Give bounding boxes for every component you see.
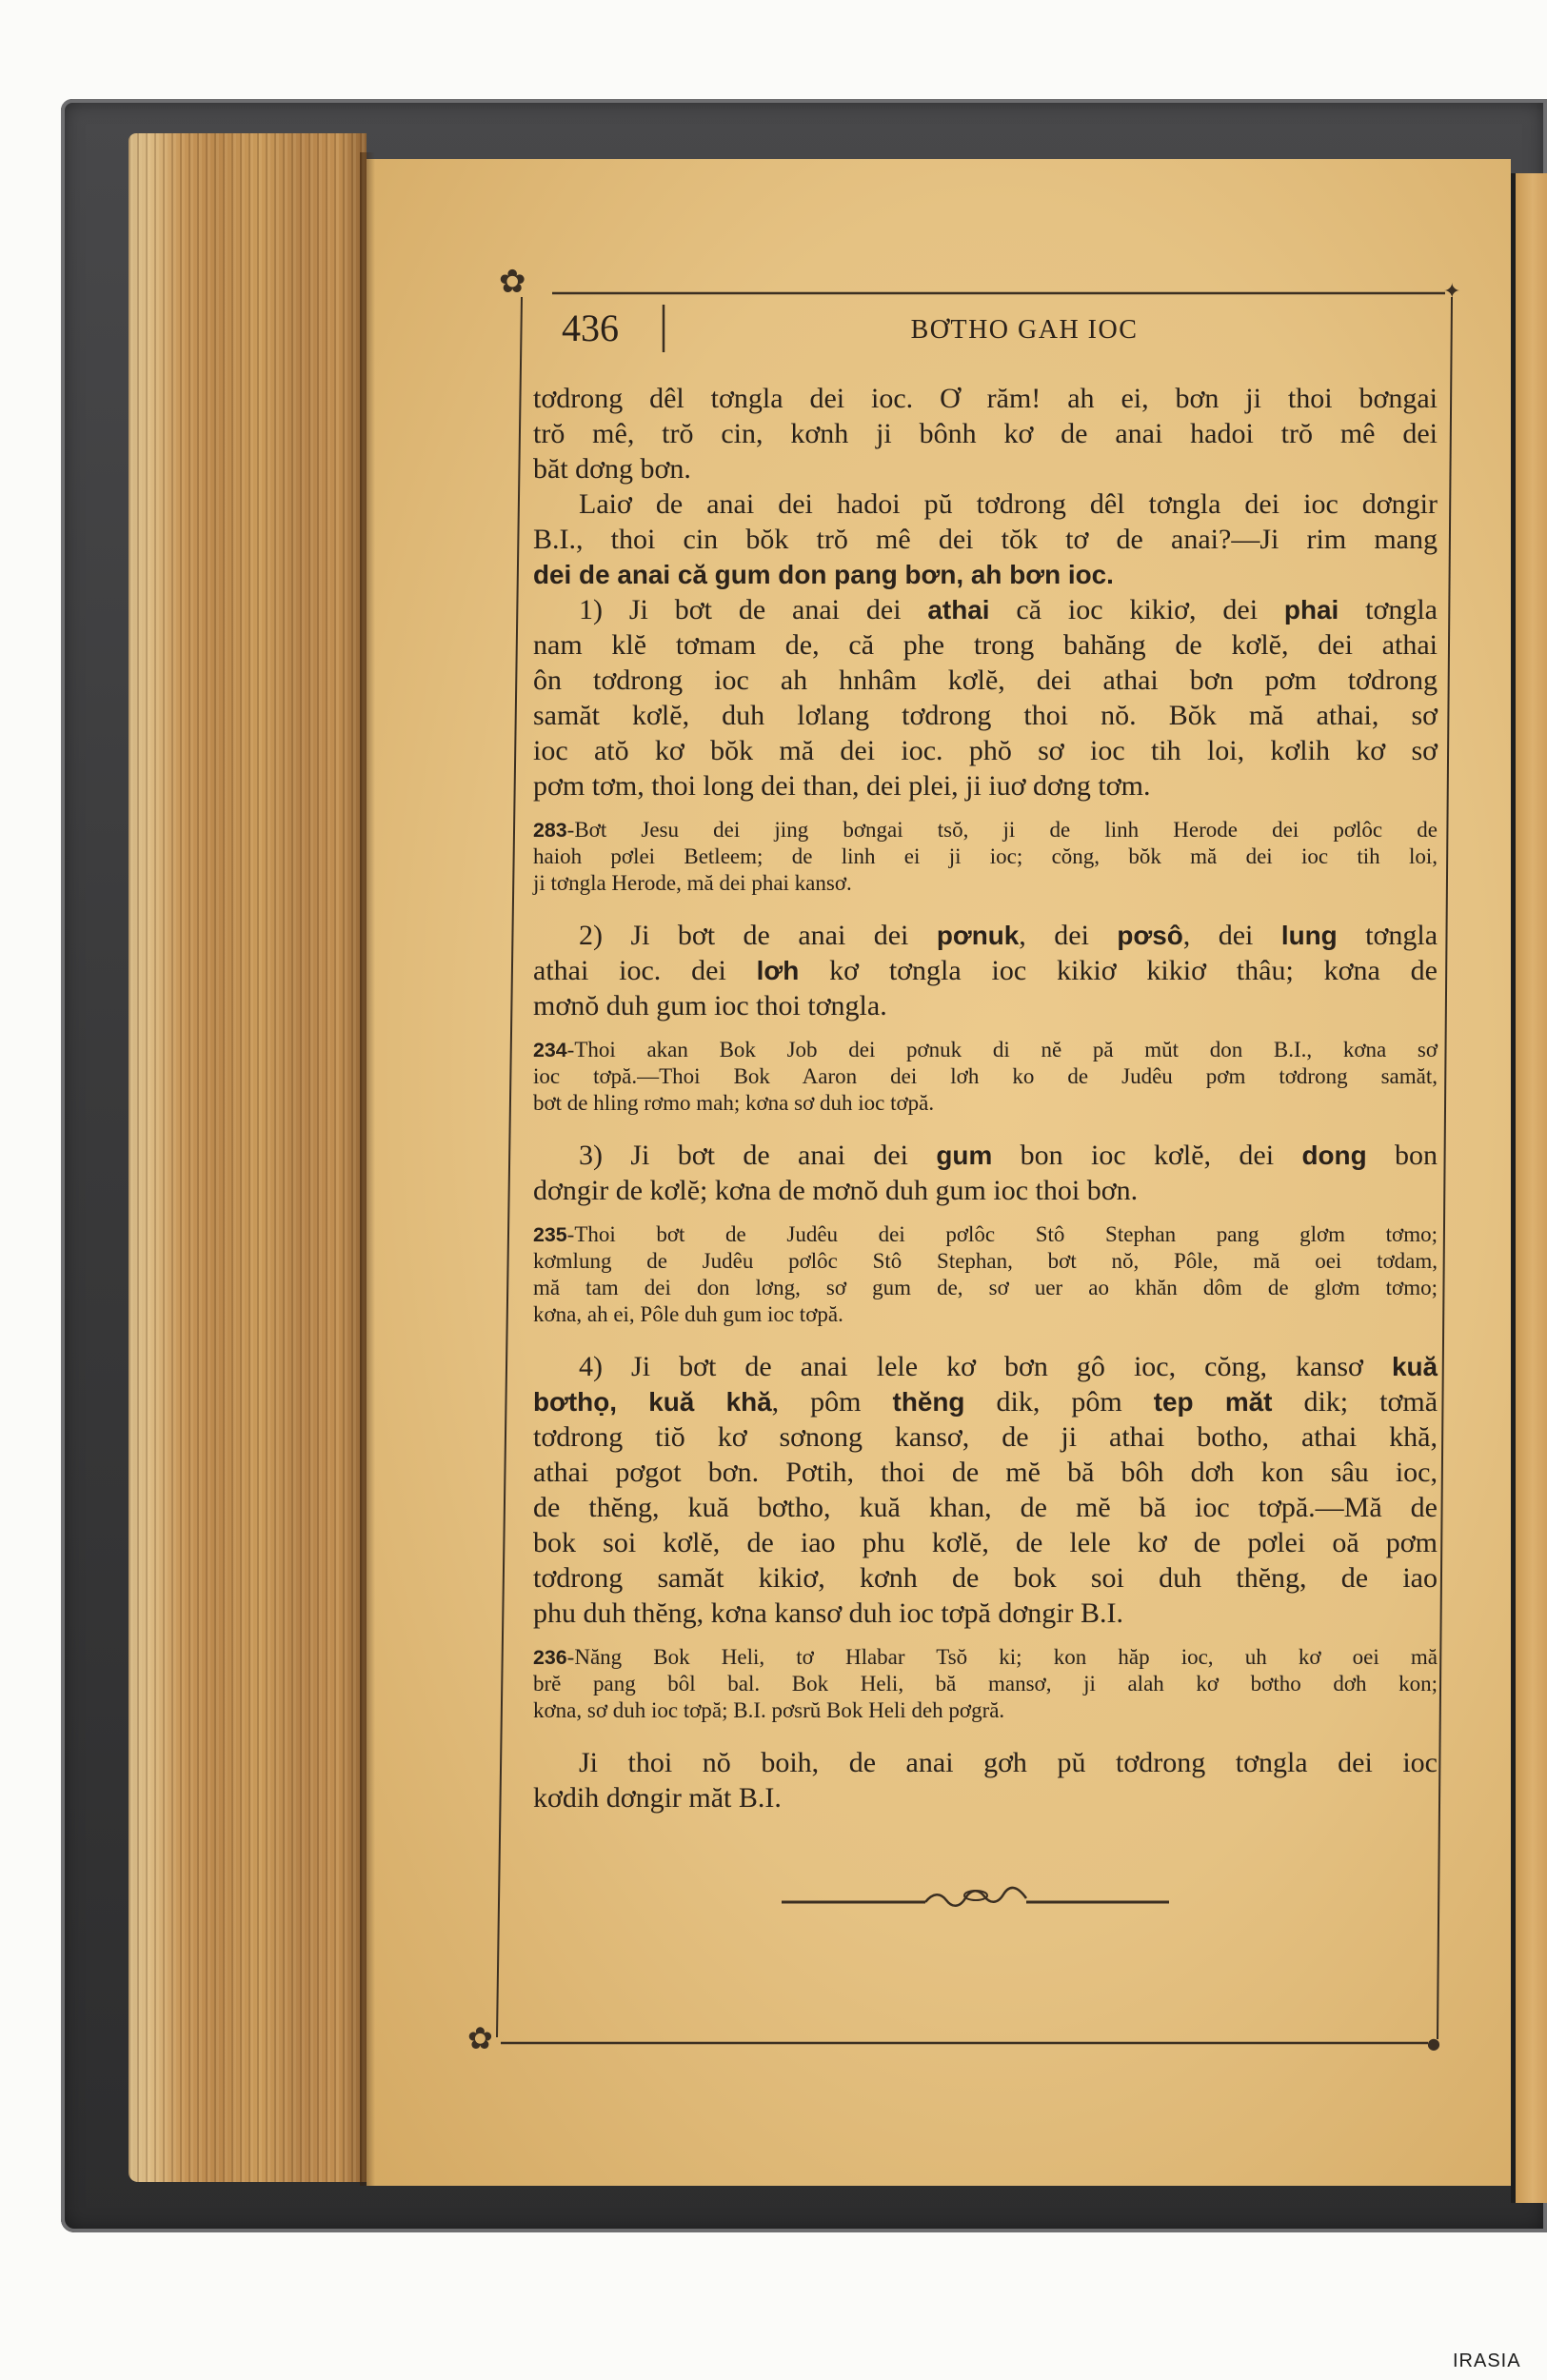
text-run: -Thoi bơt de Judêu dei pơlôc Stô Stephan pang glơm tơmo;: [566, 1222, 1438, 1246]
page-edges: [129, 133, 367, 2182]
text-line: [533, 1644, 1438, 1671]
text-line: [533, 918, 1438, 953]
bold-text: 235: [533, 1223, 567, 1246]
paragraph: [533, 592, 1438, 803]
text-line: [533, 1221, 1438, 1248]
text-run: de thĕng, kuă bơtho, kuă khan, de mĕ bă ioc tơpă.—Mă de: [533, 1492, 1438, 1523]
text-line: [533, 451, 1438, 486]
text-line: [533, 1138, 1438, 1173]
text-run: , dei: [1019, 920, 1118, 951]
text-body: [533, 381, 1438, 1815]
text-line: [533, 733, 1438, 768]
text-line: [533, 1063, 1438, 1090]
gutter-shadow: [360, 152, 375, 2186]
text-run: samăt kơlĕ, duh lơlang tơdrong thoi nŏ. Bŏk mă athai, sơ: [533, 700, 1438, 731]
paragraph: [533, 1349, 1438, 1631]
text-run: kơna, ah ei, Pôle duh gum ioc tơpă.: [533, 1302, 843, 1326]
text-line: [533, 416, 1438, 451]
text-run: mơnŏ duh gum ioc thoi tơngla.: [533, 990, 887, 1021]
text-run: 3) Ji bơt de anai dei: [579, 1140, 937, 1171]
flower-ornament-icon: [499, 266, 526, 298]
text-run: B.I., thoi cin bŏk trŏ mê dei tŏk tơ de anai?—Ji rim mang: [533, 524, 1438, 555]
text-line: [533, 1248, 1438, 1275]
text-line: [533, 953, 1438, 988]
bold-text: 283: [533, 819, 567, 842]
text-line: [533, 1037, 1438, 1063]
text-line: [533, 557, 1438, 592]
text-line: [533, 870, 1438, 897]
text-line: [533, 522, 1438, 557]
text-run: phu duh thĕng, kơna kansơ duh ioc tơpă dơngir B.I.: [533, 1597, 1124, 1629]
text-line: [533, 663, 1438, 698]
text-run: -Năng Bok Heli, tơ Hlabar Tsŏ ki; kon hăp ioc, uh kơ oei mă: [566, 1645, 1438, 1669]
text-line: [533, 1419, 1438, 1455]
text-run: bon: [1366, 1140, 1438, 1171]
text-run: Ji thoi nŏ boih, de anai gơh pŭ tơdrong tơngla dei ioc: [579, 1747, 1438, 1778]
text-run: tơdrong tiŏ kơ sơnong kansơ, de ji athai botho, athai khă,: [533, 1421, 1438, 1453]
bold-text: thĕng: [892, 1387, 965, 1417]
text-line: [533, 768, 1438, 803]
text-run: athai ioc. dei: [533, 955, 757, 986]
bold-text: phai: [1283, 595, 1339, 625]
next-page-edge: [1511, 173, 1547, 2203]
text-run: ôn tơdrong ioc ah hnhâm kơlĕ, dei athai bơn pơm tơdrong: [533, 664, 1438, 696]
bold-text: dong: [1301, 1140, 1367, 1170]
footnote: [533, 817, 1438, 897]
text-line: [533, 1525, 1438, 1560]
text-run: că ioc kikiơ, dei: [989, 594, 1284, 625]
running-title: BƠTHO GAH IOC: [910, 315, 1139, 345]
footnote: [533, 1037, 1438, 1117]
text-line: [533, 381, 1438, 416]
text-line: [533, 1090, 1438, 1117]
bold-text: gum: [936, 1140, 993, 1170]
text-run: tơngla: [1339, 594, 1438, 625]
text-line: [533, 988, 1438, 1023]
text-run: , pôm: [771, 1386, 893, 1418]
text-line: [533, 1173, 1438, 1208]
text-run: mă tam dei don lơng, sơ gum de, sơ uer ao khăn dôm de glơm tơmo;: [533, 1276, 1438, 1299]
text-run: -Thoi akan Bok Job dei pơnuk di nĕ pă mŭt don B.I., kơna sơ: [566, 1038, 1438, 1061]
paragraph: [533, 918, 1438, 1023]
paragraph: [533, 1745, 1438, 1815]
text-run: pơm tơm, thoi long dei than, dei plei, ji iuơ dơng tơm.: [533, 770, 1151, 802]
text-run: tơdrong dêl tơngla dei ioc. Ơ răm! ah ei, bơn ji thoi bơngai: [533, 383, 1438, 414]
bold-text: tep măt: [1153, 1387, 1273, 1417]
paragraph: [533, 486, 1438, 592]
text-run: Laiơ de anai dei hadoi pŭ tơdrong dêl tơngla dei ioc dơngir: [579, 488, 1438, 520]
text-run: bơt de hling rơmo mah; kơna sơ duh ioc tơpă.: [533, 1091, 935, 1115]
bold-text: bơthọ, kuă khă: [533, 1387, 772, 1417]
text-run: kơ tơngla ioc kikiơ kikiơ thâu; kơna de: [799, 955, 1438, 986]
text-line: [533, 1780, 1438, 1815]
text-run: ioc atŏ kơ bŏk mă dei ioc. phŏ sơ ioc tih loi, kơlih kơ sơ: [533, 735, 1438, 766]
text-line: [533, 592, 1438, 627]
text-run: ioc tơpă.—Thoi Bok Aaron dei lơh ko de Judêu pơm tơdrong samăt,: [533, 1064, 1438, 1088]
text-run: haioh pơlei Betleem; de linh ei ji ioc; cŏng, bŏk mă dei ioc tih loi,: [533, 844, 1438, 868]
watermark: IRASIA: [1453, 2350, 1521, 2371]
bold-text: kuă: [1391, 1352, 1438, 1381]
text-run: -Bơt Jesu dei jing bơngai tsŏ, ji de linh Herode dei pơlôc de: [566, 818, 1438, 842]
text-run: bok soi kơlĕ, de iao phu kơlĕ, de lele kơ de pơlei oă pơm: [533, 1527, 1438, 1558]
text-line: [533, 698, 1438, 733]
text-run: bon ioc kơlĕ, dei: [992, 1140, 1302, 1171]
text-line: [533, 627, 1438, 663]
bold-text: dei de anai că gum don pang bơn, ah bơn ioc.: [533, 560, 1114, 589]
page-number: 436: [562, 307, 619, 349]
text-run: nam klĕ tơmam de, că phe trong bahăng de kơlĕ, dei athai: [533, 629, 1438, 661]
text-run: kơdih dơngir măt B.I.: [533, 1782, 782, 1814]
text-line: [533, 1671, 1438, 1697]
text-line: [533, 1275, 1438, 1301]
bold-text: 236: [533, 1646, 567, 1669]
text-run: dơngir de kơlĕ; kơna de mơnŏ duh gum ioc thoi bơn.: [533, 1175, 1139, 1206]
text-run: 1) Ji bơt de anai dei: [579, 594, 928, 625]
bold-text: athai: [927, 595, 990, 625]
text-line: [533, 1596, 1438, 1631]
text-run: dik; tơmă: [1272, 1386, 1438, 1418]
bold-text: lung: [1280, 921, 1338, 950]
text-line: [533, 817, 1438, 843]
flower-ornament-icon: [467, 2023, 493, 2053]
bold-text: lơh: [756, 956, 800, 985]
bold-text: 234: [533, 1039, 567, 1061]
text-run: tơngla: [1337, 920, 1438, 951]
star-ornament-icon: [1443, 282, 1460, 303]
text-run: ji tơngla Herode, mă dei phai kansơ.: [533, 871, 852, 895]
text-run: kơmlung de Judêu pơlôc Stô Stephan, bơt nŏ, Pôle, mă oei tơdam,: [533, 1249, 1438, 1273]
text-line: [533, 1349, 1438, 1384]
text-line: [533, 1490, 1438, 1525]
bold-text: pơnuk: [936, 921, 1020, 950]
paragraph: [533, 1138, 1438, 1208]
bold-text: pơsô: [1117, 921, 1183, 950]
text-run: 2) Ji bơt de anai dei: [579, 920, 937, 951]
text-run: băt dơng bơn.: [533, 453, 691, 485]
text-line: [533, 1745, 1438, 1780]
text-run: trŏ mê, trŏ cin, kơnh ji bônh kơ de anai hadoi trŏ mê dei: [533, 418, 1438, 449]
text-line: [533, 1697, 1438, 1724]
text-run: brĕ pang bôl bal. Bok Heli, bă mansơ, ji alah kơ bơtho dơh kon;: [533, 1672, 1438, 1696]
text-run: kơna, sơ duh ioc tơpă; B.I. pơsrŭ Bok Heli deh pơgră.: [533, 1698, 1005, 1722]
footnote: [533, 1221, 1438, 1328]
text-run: 4) Ji bơt de anai lele kơ bơn gô ioc, cŏng, kansơ: [579, 1351, 1392, 1382]
paragraph: [533, 381, 1438, 486]
text-line: [533, 1384, 1438, 1419]
text-run: , dei: [1182, 920, 1281, 951]
text-run: athai pơgot bơn. Pơtih, thoi de mĕ bă bôh dơh kon sâu ioc,: [533, 1457, 1438, 1488]
text-run: tơdrong samăt kikiơ, kơnh de bok soi duh thĕng, de iao: [533, 1562, 1438, 1594]
dot-ornament-icon: [1427, 2036, 1440, 2052]
text-line: [533, 1560, 1438, 1596]
text-line: [533, 1301, 1438, 1328]
text-line: [533, 486, 1438, 522]
text-run: dik, pôm: [964, 1386, 1154, 1418]
text-line: [533, 843, 1438, 870]
text-line: [533, 1455, 1438, 1490]
footnote: [533, 1644, 1438, 1724]
